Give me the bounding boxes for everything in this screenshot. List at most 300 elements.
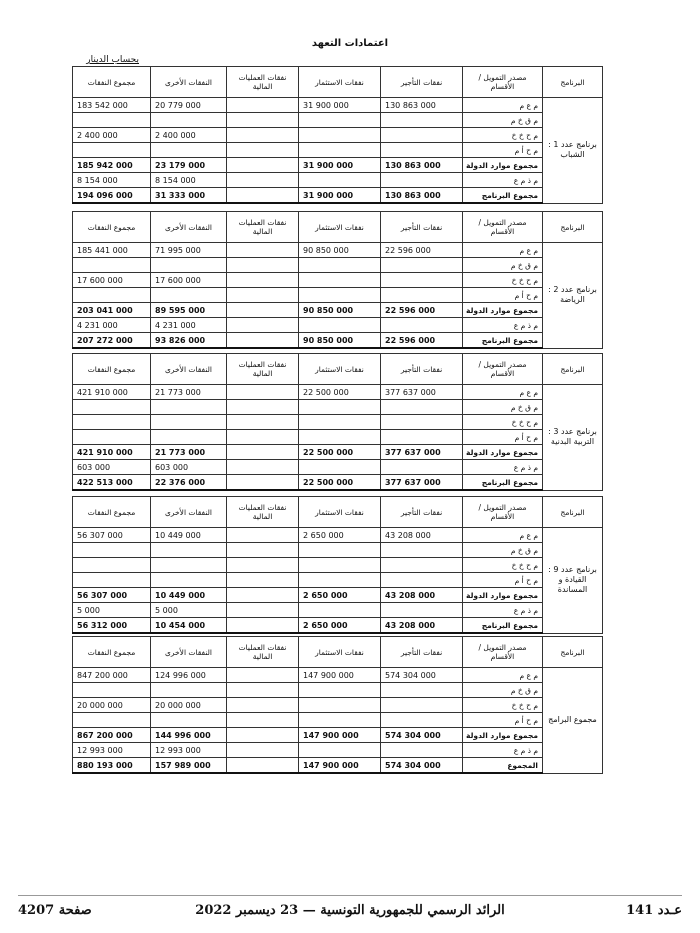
budget-table (72, 66, 603, 204)
table-row (73, 318, 603, 333)
cell-salaries (381, 143, 463, 158)
cell-source: م ع م (463, 528, 543, 543)
cell-source: م ق خ م (463, 683, 543, 698)
cell-financial (227, 273, 299, 288)
cell-financial (227, 158, 299, 173)
cell-salaries: 574 304 000 (381, 668, 463, 683)
cell-investment (299, 288, 381, 303)
cell-investment: 22 500 000 (299, 445, 381, 460)
cell-financial (227, 758, 299, 774)
cell-total (73, 415, 151, 430)
column-header-other: النفقات الأخرى (151, 67, 227, 98)
cell-investment (299, 415, 381, 430)
cell-source: م ذ م ع (463, 460, 543, 475)
cell-other (151, 683, 227, 698)
column-header-investment: نفقات الاستثمار (299, 212, 381, 243)
cell-source: مجموع موارد الدولة (463, 303, 543, 318)
cell-source: م ح خ خ (463, 558, 543, 573)
cell-salaries (381, 258, 463, 273)
cell-total (73, 400, 151, 415)
cell-salaries: 22 596 000 (381, 333, 463, 349)
cell-salaries (381, 415, 463, 430)
cell-total: 603 000 (73, 460, 151, 475)
cell-investment: 2 650 000 (299, 528, 381, 543)
cell-total: 56 312 000 (73, 618, 151, 634)
cell-salaries: 377 637 000 (381, 445, 463, 460)
cell-source: م ع م (463, 243, 543, 258)
cell-salaries (381, 543, 463, 558)
cell-investment: 2 650 000 (299, 588, 381, 603)
column-header-financial: نفقات العمليات المالية (227, 67, 299, 98)
cell-other: 22 376 000 (151, 475, 227, 491)
column-header-source: مصدر التمويل / الأقسام (463, 212, 543, 243)
cell-other: 20 000 000 (151, 698, 227, 713)
table-row (73, 713, 603, 728)
table-row (73, 528, 603, 543)
cell-total: 421 910 000 (73, 385, 151, 400)
cell-investment (299, 318, 381, 333)
cell-source: مجموع موارد الدولة (463, 588, 543, 603)
cell-salaries (381, 573, 463, 588)
column-header-total: مجموع النفقات (73, 67, 151, 98)
cell-financial (227, 603, 299, 618)
cell-total: 847 200 000 (73, 668, 151, 683)
column-header-total: مجموع النفقات (73, 354, 151, 385)
cell-total: 183 542 000 (73, 98, 151, 113)
cell-financial (227, 728, 299, 743)
cell-salaries (381, 698, 463, 713)
cell-investment: 31 900 000 (299, 188, 381, 204)
table-row (73, 400, 603, 415)
cell-total: 880 193 000 (73, 758, 151, 774)
column-header-source: مصدر التمويل / الأقسام (463, 67, 543, 98)
cell-salaries (381, 173, 463, 188)
cell-source: م ح خ خ (463, 273, 543, 288)
table-row (73, 273, 603, 288)
cell-other (151, 543, 227, 558)
cell-investment: 31 900 000 (299, 158, 381, 173)
column-header-total: مجموع النفقات (73, 637, 151, 668)
cell-investment (299, 430, 381, 445)
cell-other (151, 573, 227, 588)
cell-other: 71 995 000 (151, 243, 227, 258)
cell-total: 8 154 000 (73, 173, 151, 188)
cell-salaries (381, 460, 463, 475)
table-row (73, 415, 603, 430)
table-row (73, 98, 603, 113)
cell-source: م ح أ م (463, 430, 543, 445)
table-row (73, 173, 603, 188)
table-row (73, 243, 603, 258)
cell-salaries (381, 683, 463, 698)
cell-salaries (381, 128, 463, 143)
table-row (73, 588, 603, 603)
column-header-investment: نفقات الاستثمار (299, 354, 381, 385)
cell-investment (299, 683, 381, 698)
cell-other: 23 179 000 (151, 158, 227, 173)
cell-financial (227, 713, 299, 728)
cell-source: م ذ م ع (463, 743, 543, 758)
cell-financial (227, 683, 299, 698)
cell-total: 20 000 000 (73, 698, 151, 713)
cell-investment (299, 698, 381, 713)
column-header-salaries: نفقات التأجير (381, 354, 463, 385)
cell-investment: 31 900 000 (299, 98, 381, 113)
cell-financial (227, 573, 299, 588)
budget-table (72, 353, 603, 491)
footer-issue: عـدد 141 (626, 903, 682, 918)
cell-salaries: 130 863 000 (381, 98, 463, 113)
cell-other (151, 400, 227, 415)
cell-investment: 90 850 000 (299, 333, 381, 349)
cell-source: مجموع موارد الدولة (463, 158, 543, 173)
table-row (73, 558, 603, 573)
cell-investment (299, 143, 381, 158)
cell-financial (227, 333, 299, 349)
column-header-source: مصدر التمويل / الأقسام (463, 354, 543, 385)
column-header-program: البرنامج (543, 637, 603, 668)
table-header-row (73, 212, 603, 243)
column-header-salaries: نفقات التأجير (381, 67, 463, 98)
cell-salaries (381, 713, 463, 728)
cell-source: م ق خ م (463, 113, 543, 128)
cell-investment (299, 713, 381, 728)
cell-salaries: 574 304 000 (381, 758, 463, 774)
cell-other: 603 000 (151, 460, 227, 475)
cell-total: 867 200 000 (73, 728, 151, 743)
cell-financial (227, 385, 299, 400)
column-header-program: البرنامج (543, 497, 603, 528)
cell-financial (227, 243, 299, 258)
cell-total (73, 683, 151, 698)
table-header-row (73, 67, 603, 98)
cell-source: مجموع موارد الدولة (463, 445, 543, 460)
cell-other: 4 231 000 (151, 318, 227, 333)
cell-financial (227, 288, 299, 303)
cell-other (151, 430, 227, 445)
table-row (73, 683, 603, 698)
column-header-salaries: نفقات التأجير (381, 497, 463, 528)
column-header-investment: نفقات الاستثمار (299, 497, 381, 528)
page-footer (0, 903, 700, 923)
cell-source: م ح خ خ (463, 128, 543, 143)
cell-other: 124 996 000 (151, 668, 227, 683)
cell-financial (227, 618, 299, 634)
cell-total (73, 288, 151, 303)
cell-financial (227, 98, 299, 113)
cell-investment (299, 273, 381, 288)
cell-financial (227, 588, 299, 603)
cell-financial (227, 475, 299, 491)
program-name: برنامج عدد 9 : القيادة و المساندة (543, 528, 603, 634)
cell-salaries (381, 430, 463, 445)
table-row (73, 288, 603, 303)
table-row (73, 603, 603, 618)
cell-source: م ح أ م (463, 573, 543, 588)
cell-financial (227, 128, 299, 143)
cell-total (73, 573, 151, 588)
cell-total: 422 513 000 (73, 475, 151, 491)
cell-source: مجموع البرنامج (463, 333, 543, 349)
cell-total (73, 543, 151, 558)
column-header-other: النفقات الأخرى (151, 637, 227, 668)
cell-financial (227, 430, 299, 445)
cell-salaries: 377 637 000 (381, 385, 463, 400)
cell-salaries: 377 637 000 (381, 475, 463, 491)
cell-total: 5 000 (73, 603, 151, 618)
cell-financial (227, 543, 299, 558)
table-row (73, 573, 603, 588)
cell-financial (227, 415, 299, 430)
column-header-financial: نفقات العمليات المالية (227, 637, 299, 668)
cell-other: 157 989 000 (151, 758, 227, 774)
cell-salaries (381, 400, 463, 415)
cell-investment (299, 113, 381, 128)
cell-financial (227, 318, 299, 333)
cell-other: 89 595 000 (151, 303, 227, 318)
cell-salaries (381, 318, 463, 333)
cell-source: م ذ م ع (463, 173, 543, 188)
cell-investment (299, 173, 381, 188)
table-row (73, 113, 603, 128)
cell-salaries (381, 558, 463, 573)
table-row (73, 143, 603, 158)
program-name: مجموع البرامج (543, 668, 603, 774)
cell-other: 10 449 000 (151, 528, 227, 543)
page-title: اعتمادات التعهد (311, 38, 389, 49)
column-header-investment: نفقات الاستثمار (299, 67, 381, 98)
cell-source: م ذ م ع (463, 318, 543, 333)
cell-total (73, 558, 151, 573)
budget-table (72, 636, 603, 774)
cell-investment (299, 400, 381, 415)
table-header-row (73, 497, 603, 528)
column-header-other: النفقات الأخرى (151, 212, 227, 243)
table-row (73, 728, 603, 743)
cell-total: 4 231 000 (73, 318, 151, 333)
cell-financial (227, 173, 299, 188)
table-row (73, 128, 603, 143)
cell-total: 203 041 000 (73, 303, 151, 318)
cell-total: 194 096 000 (73, 188, 151, 204)
cell-total (73, 713, 151, 728)
column-header-other: النفقات الأخرى (151, 497, 227, 528)
cell-other: 8 154 000 (151, 173, 227, 188)
cell-other: 31 333 000 (151, 188, 227, 204)
table-row (73, 743, 603, 758)
cell-source: م ح أ م (463, 288, 543, 303)
footer-journal: الرائد الرسمي للجمهورية التونسية — 23 ديسمبر 2022 (195, 903, 505, 918)
cell-salaries (381, 288, 463, 303)
program-name: برنامج عدد 1 : الشباب (543, 98, 603, 204)
cell-other (151, 415, 227, 430)
cell-other: 10 449 000 (151, 588, 227, 603)
cell-financial (227, 445, 299, 460)
footer-page-number: صفحة 4207 (18, 903, 92, 918)
cell-total (73, 113, 151, 128)
cell-investment: 147 900 000 (299, 668, 381, 683)
cell-other: 12 993 000 (151, 743, 227, 758)
table-row (73, 188, 603, 204)
column-header-program: البرنامج (543, 212, 603, 243)
table-row (73, 475, 603, 491)
cell-salaries (381, 273, 463, 288)
cell-total: 17 600 000 (73, 273, 151, 288)
cell-financial (227, 188, 299, 204)
column-header-program: البرنامج (543, 354, 603, 385)
cell-source: م ح أ م (463, 143, 543, 158)
cell-source: م ع م (463, 98, 543, 113)
cell-total: 421 910 000 (73, 445, 151, 460)
table-row (73, 758, 603, 774)
footer-rule (18, 895, 682, 896)
cell-investment (299, 743, 381, 758)
table-row (73, 258, 603, 273)
cell-source: م ح خ خ (463, 415, 543, 430)
column-header-source: مصدر التمويل / الأقسام (463, 497, 543, 528)
cell-total: 185 441 000 (73, 243, 151, 258)
column-header-total: مجموع النفقات (73, 497, 151, 528)
cell-total (73, 430, 151, 445)
table-row (73, 618, 603, 634)
column-header-salaries: نفقات التأجير (381, 637, 463, 668)
budget-table (72, 211, 603, 349)
cell-source: مجموع البرنامج (463, 475, 543, 491)
cell-other: 10 454 000 (151, 618, 227, 634)
cell-investment (299, 558, 381, 573)
cell-total: 56 307 000 (73, 588, 151, 603)
column-header-financial: نفقات العمليات المالية (227, 354, 299, 385)
cell-source: م ع م (463, 668, 543, 683)
cell-salaries: 130 863 000 (381, 158, 463, 173)
cell-total: 207 272 000 (73, 333, 151, 349)
cell-source: م ح خ خ (463, 698, 543, 713)
cell-other (151, 258, 227, 273)
table-row (73, 158, 603, 173)
cell-source: م ح أ م (463, 713, 543, 728)
column-header-salaries: نفقات التأجير (381, 212, 463, 243)
table-row (73, 668, 603, 683)
cell-salaries: 574 304 000 (381, 728, 463, 743)
cell-other (151, 713, 227, 728)
table-row (73, 460, 603, 475)
column-header-program: البرنامج (543, 67, 603, 98)
cell-investment: 147 900 000 (299, 728, 381, 743)
column-header-financial: نفقات العمليات المالية (227, 497, 299, 528)
cell-total (73, 143, 151, 158)
cell-total: 56 307 000 (73, 528, 151, 543)
cell-total: 185 942 000 (73, 158, 151, 173)
cell-investment (299, 460, 381, 475)
cell-investment: 90 850 000 (299, 303, 381, 318)
cell-source: م ق خ م (463, 543, 543, 558)
table-row (73, 385, 603, 400)
cell-other (151, 558, 227, 573)
table-row (73, 303, 603, 318)
cell-total: 12 993 000 (73, 743, 151, 758)
cell-salaries: 22 596 000 (381, 303, 463, 318)
column-header-other: النفقات الأخرى (151, 354, 227, 385)
cell-salaries (381, 743, 463, 758)
cell-source: م ق خ م (463, 400, 543, 415)
cell-other: 17 600 000 (151, 273, 227, 288)
cell-investment: 90 850 000 (299, 243, 381, 258)
cell-total: 2 400 000 (73, 128, 151, 143)
budget-table (72, 496, 603, 634)
cell-salaries: 130 863 000 (381, 188, 463, 204)
cell-source: مجموع البرنامج (463, 188, 543, 204)
cell-other: 21 773 000 (151, 385, 227, 400)
cell-investment: 22 500 000 (299, 475, 381, 491)
cell-investment (299, 258, 381, 273)
cell-investment (299, 603, 381, 618)
program-name: برنامج عدد 2 : الرياضة (543, 243, 603, 349)
cell-other (151, 113, 227, 128)
cell-financial (227, 400, 299, 415)
cell-investment: 2 650 000 (299, 618, 381, 634)
table-row (73, 445, 603, 460)
cell-financial (227, 143, 299, 158)
column-header-financial: نفقات العمليات المالية (227, 212, 299, 243)
cell-source: م ق خ م (463, 258, 543, 273)
cell-other (151, 288, 227, 303)
cell-investment (299, 543, 381, 558)
cell-investment: 147 900 000 (299, 758, 381, 774)
cell-other: 93 826 000 (151, 333, 227, 349)
column-header-source: مصدر التمويل / الأقسام (463, 637, 543, 668)
cell-salaries: 43 208 000 (381, 588, 463, 603)
cell-financial (227, 668, 299, 683)
table-header-row (73, 637, 603, 668)
cell-salaries (381, 603, 463, 618)
currency-note: بحساب الدينار (86, 55, 139, 65)
table-header-row (73, 354, 603, 385)
column-header-investment: نفقات الاستثمار (299, 637, 381, 668)
program-name: برنامج عدد 3 : التربية البدنية (543, 385, 603, 491)
cell-total (73, 258, 151, 273)
table-row (73, 333, 603, 349)
cell-source: مجموع موارد الدولة (463, 728, 543, 743)
cell-other: 5 000 (151, 603, 227, 618)
cell-other: 2 400 000 (151, 128, 227, 143)
cell-source: المجموع (463, 758, 543, 774)
cell-financial (227, 113, 299, 128)
cell-other: 21 773 000 (151, 445, 227, 460)
cell-source: مجموع البرنامج (463, 618, 543, 634)
table-row (73, 698, 603, 713)
cell-financial (227, 460, 299, 475)
table-row (73, 543, 603, 558)
cell-investment (299, 573, 381, 588)
cell-salaries: 22 596 000 (381, 243, 463, 258)
cell-financial (227, 303, 299, 318)
cell-financial (227, 698, 299, 713)
cell-financial (227, 558, 299, 573)
cell-salaries: 43 208 000 (381, 618, 463, 634)
cell-other: 144 996 000 (151, 728, 227, 743)
cell-investment (299, 128, 381, 143)
table-row (73, 430, 603, 445)
column-header-total: مجموع النفقات (73, 212, 151, 243)
cell-financial (227, 743, 299, 758)
cell-investment: 22 500 000 (299, 385, 381, 400)
cell-salaries: 43 208 000 (381, 528, 463, 543)
cell-financial (227, 528, 299, 543)
cell-other (151, 143, 227, 158)
cell-source: م ذ م ع (463, 603, 543, 618)
cell-source: م ع م (463, 385, 543, 400)
cell-financial (227, 258, 299, 273)
